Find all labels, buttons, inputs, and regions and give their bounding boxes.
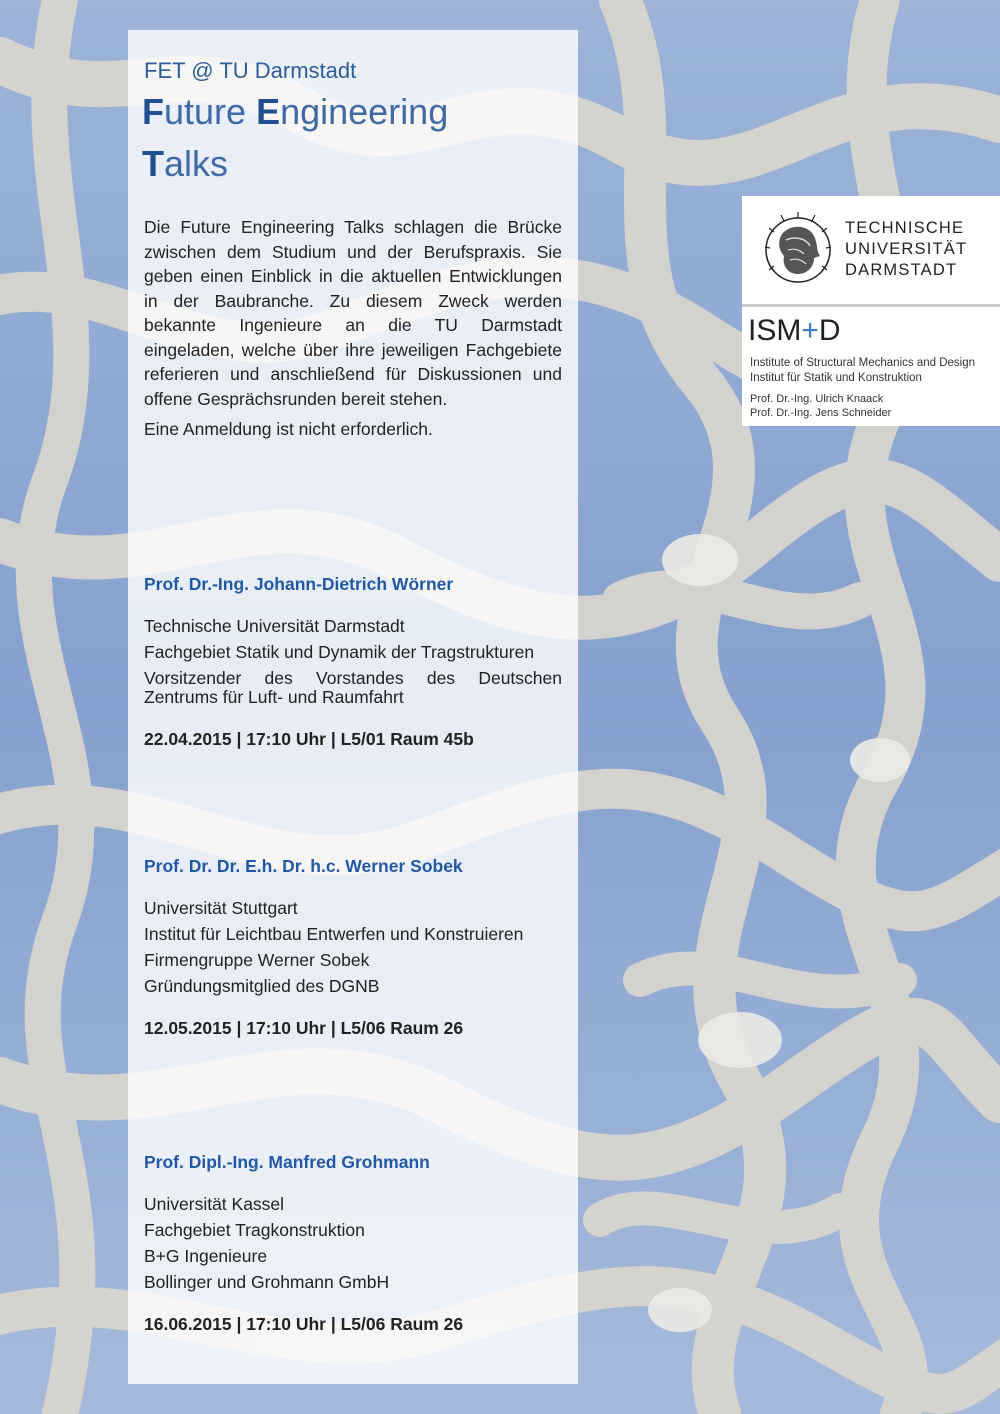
talk-3-affiliation-3: B+G Ingenieure — [144, 1246, 268, 1266]
talk-3-date-time-room: 16.06.2015 | 17:10 Uhr | L5/06 Raum 26 — [144, 1314, 464, 1334]
talk-1-speaker: Prof. Dr.-Ing. Johann-Dietrich Wörner — [144, 574, 454, 594]
logo-divider — [742, 304, 1000, 307]
intro-text-block — [144, 215, 562, 442]
talk-1-affiliation-3: Vorsitzender des Vorstandes des Deutschen Zentrums für Luft- und Raumfahrt — [144, 668, 562, 707]
talk-1-date-time-room: 22.04.2015 | 17:10 Uhr | L5/01 Raum 45b — [144, 729, 474, 749]
professor-2: Prof. Dr.-Ing. Jens Schneider — [750, 407, 892, 419]
tu-line-3: DARMSTADT — [845, 261, 958, 279]
talk-2 — [144, 856, 562, 1039]
title-initial-e: E — [256, 91, 281, 132]
title-initial-t: T — [142, 143, 164, 184]
ismd-logo: ISM+D — [748, 314, 841, 347]
talk-2-affiliation-3: Firmengruppe Werner Sobek — [144, 950, 370, 970]
title-word-engineering-rest: ngineering — [280, 91, 449, 132]
talk-1 — [144, 574, 562, 750]
athena-head-icon — [764, 210, 832, 290]
talk-1-affiliation-1: Technische Universität Darmstadt — [144, 616, 405, 636]
institute-names — [750, 356, 975, 386]
talk-3 — [144, 1152, 562, 1335]
registration-note: Eine Anmeldung ist nicht erforderlich. — [144, 419, 433, 439]
talk-2-affiliation-2: Institut für Leichtbau Entwerfen und Konstruieren — [144, 924, 524, 944]
talk-3-affiliation-2: Fachgebiet Tragkonstruktion — [144, 1220, 365, 1240]
talk-1-affiliation-2: Fachgebiet Statik und Dynamik der Tragstrukturen — [144, 642, 535, 662]
talk-2-date-time-room: 12.05.2015 | 17:10 Uhr | L5/06 Raum 26 — [144, 1018, 464, 1038]
series-label: FET @ TU Darmstadt — [144, 58, 357, 83]
tu-darmstadt-logo — [742, 196, 1000, 304]
talk-2-affiliation-4: Gründungsmitglied des DGNB — [144, 976, 380, 996]
title-word-future-rest: uture — [164, 91, 247, 132]
institute-name-en: Institute of Structural Mechanics and Design — [750, 357, 976, 369]
talk-2-speaker: Prof. Dr. Dr. E.h. Dr. h.c. Werner Sobek — [144, 856, 463, 876]
ismd-plus-sign: + — [801, 314, 819, 347]
tu-darmstadt-wordmark — [845, 218, 967, 281]
title-word-talks-rest: alks — [164, 143, 229, 184]
tu-line-1: TECHNISCHE — [845, 219, 965, 237]
title-initial-f: F — [142, 91, 164, 132]
talk-3-affiliation-4: Bollinger und Grohmann GmbH — [144, 1272, 390, 1292]
tu-line-2: UNIVERSITÄT — [845, 240, 968, 258]
talk-2-affiliation-1: Universität Stuttgart — [144, 898, 298, 918]
logo-box — [742, 196, 1000, 426]
talk-3-speaker: Prof. Dipl.-Ing. Manfred Grohmann — [144, 1152, 430, 1172]
page-title — [142, 86, 448, 190]
institute-name-de: Institut für Statik und Konstruktion — [750, 372, 922, 384]
professor-1: Prof. Dr.-Ing. Ulrich Knaack — [750, 393, 884, 405]
intro-paragraph: Die Future Engineering Talks schlagen die Brücke zwischen dem Studium und der Berufspraxis. Sie geben einen Einblick in die aktuellen Entwicklungen in der Baubranche. Zu diesem Zweck werden bekannte Ingenieure an die TU Darmstadt eingeladen, welche über ihre jeweiligen Fachgebiete referieren und anschließend für Diskussionen und offene Gesprächsrunden bereit stehen. — [144, 217, 562, 409]
institute-professors — [750, 392, 891, 420]
talk-3-affiliation-1: Universität Kassel — [144, 1194, 285, 1214]
content-panel — [128, 30, 578, 1384]
